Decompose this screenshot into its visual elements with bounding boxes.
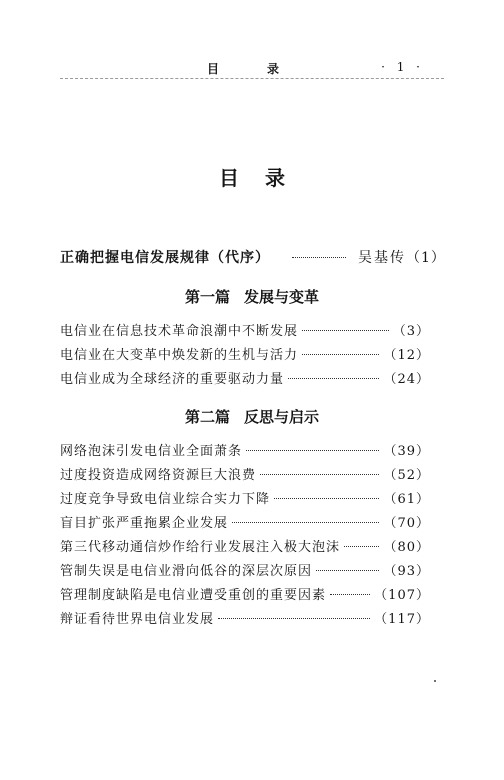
- entry-title: 盲目扩张严重拖累企业发展: [60, 516, 229, 531]
- scan-speck: [434, 680, 436, 682]
- toc-entry[interactable]: [60, 320, 430, 342]
- leader-dots: [232, 522, 379, 523]
- page-number: · 1 ·: [381, 60, 424, 74]
- toc-entry[interactable]: [60, 608, 430, 630]
- running-header: [60, 60, 444, 80]
- toc-entry[interactable]: [60, 464, 430, 486]
- section-name: 发展与变革: [244, 288, 320, 306]
- leader-dots: [330, 594, 370, 595]
- toc-entry[interactable]: [60, 440, 430, 462]
- leader-dots: [344, 546, 379, 547]
- entry-page: （61）: [383, 492, 430, 507]
- leader-dots: [292, 257, 346, 258]
- entry-title: 辩证看待世界电信业发展: [60, 612, 215, 627]
- entry-page: （3）: [392, 324, 430, 339]
- section-heading-2: [0, 406, 504, 427]
- section-number: 第二篇: [184, 408, 230, 426]
- entry-title: 正确把握电信发展规律（代序）: [60, 250, 270, 266]
- leader-dots: [246, 450, 379, 451]
- entry-author: 吴基传: [358, 250, 406, 266]
- entry-title: 管制失误是电信业滑向低谷的深层次原因: [60, 564, 313, 579]
- entry-title: 网络泡沫引发电信业全面萧条: [60, 444, 243, 459]
- entry-page: （12）: [383, 348, 430, 363]
- leader-dots: [302, 330, 389, 331]
- toc-entry[interactable]: [60, 584, 430, 606]
- entry-title: 过度投资造成网络资源巨大浪费: [60, 468, 257, 483]
- entry-page: （39）: [383, 444, 430, 459]
- entry-title: 电信业在大变革中焕发新的生机与活力: [60, 348, 299, 363]
- entry-title: 电信业成为全球经济的重要驱动力量: [60, 372, 285, 387]
- leader-dots: [218, 618, 370, 619]
- entry-page: （93）: [383, 564, 430, 579]
- toc-entry-preface[interactable]: [60, 247, 446, 269]
- section-heading-1: [0, 286, 504, 307]
- entry-page: （70）: [383, 516, 430, 531]
- header-rule: [60, 78, 444, 79]
- leader-dots: [288, 378, 379, 379]
- toc-entry[interactable]: [60, 344, 430, 366]
- entry-page: （107）: [374, 588, 430, 603]
- entry-page: （117）: [374, 612, 430, 627]
- toc-entry[interactable]: [60, 536, 430, 558]
- toc-title: 目录: [219, 166, 311, 190]
- leader-dots: [316, 570, 379, 571]
- entry-page: （24）: [383, 372, 430, 387]
- entry-title: 管理制度缺陷是电信业遭受重创的重要因素: [60, 588, 327, 603]
- leader-dots: [274, 498, 379, 499]
- entry-title: 第三代移动通信炒作给行业发展注入极大泡沫: [60, 540, 341, 555]
- running-header-title: 目 录: [206, 62, 297, 76]
- leader-dots: [260, 474, 379, 475]
- entry-page: （80）: [383, 540, 430, 555]
- leader-dots: [302, 354, 379, 355]
- entry-page: （52）: [383, 468, 430, 483]
- toc-entry[interactable]: [60, 368, 430, 390]
- entry-title: 电信业在信息技术革命浪潮中不断发展: [60, 324, 299, 339]
- toc-entry[interactable]: [60, 488, 430, 510]
- toc-entry[interactable]: [60, 512, 430, 534]
- entry-title: 过度竞争导致电信业综合实力下降: [60, 492, 271, 507]
- section-name: 反思与启示: [244, 408, 320, 426]
- section-number: 第一篇: [184, 288, 230, 306]
- entry-page: （1）: [406, 250, 446, 266]
- toc-entry[interactable]: [60, 560, 430, 582]
